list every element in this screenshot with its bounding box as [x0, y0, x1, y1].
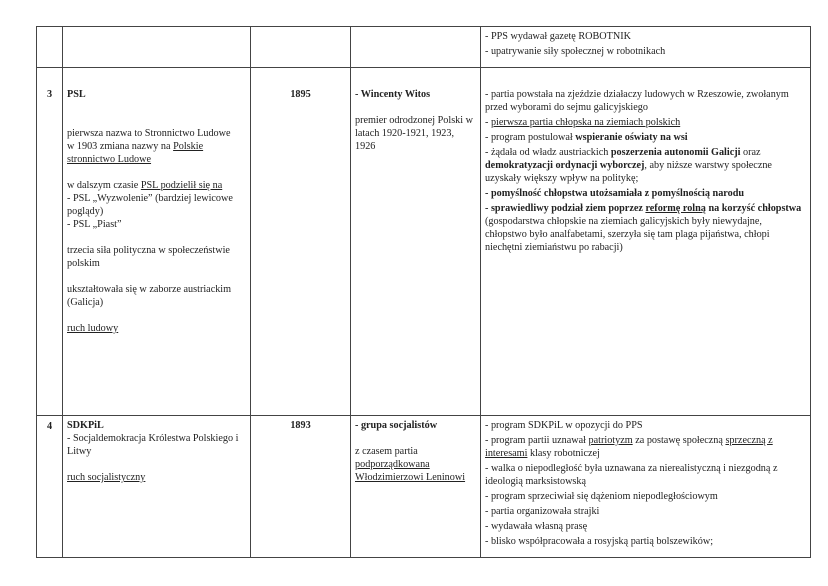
- party-desc: trzecia siła polityczna w społeczeństwie polskim: [67, 245, 230, 269]
- point: - walka o niepodległość była uznawana za nierealistyczną i niezgodną z ideologią marksistowską: [485, 463, 778, 487]
- party-movement: ruch socjalistyczny: [67, 472, 146, 483]
- leader-cell: [351, 27, 481, 68]
- num-cell: [37, 27, 63, 68]
- leader-cell: [351, 416, 481, 558]
- table-row: [37, 27, 811, 68]
- party-cell: [63, 416, 251, 558]
- point: - żądała od władz austriackich poszerzenia autonomii Galicji oraz demokratyzacji ordynacji wyborczej, aby niższe warstwy społeczne uzyskały większy wpływ na politykę;: [485, 147, 772, 184]
- party-desc: - PSL „Piast”: [67, 219, 122, 230]
- leader-desc: premier odrodzonej Polski w latach 1920-1921, 1923, 1926: [355, 115, 473, 152]
- point: - partia powstała na zjeździe działaczy ludowych w Rzeszowie, zwołanym przed wyborami do sejmu galicyjskiego: [485, 89, 789, 113]
- points-cell: [481, 68, 811, 416]
- founding-year: 1895: [251, 68, 351, 416]
- name-cell: [63, 27, 251, 68]
- points-cell: [481, 27, 811, 68]
- point: - upatrywanie siły społecznej w robotnikach: [485, 46, 666, 57]
- party-name: SDKPiL: [67, 420, 104, 431]
- point: - PPS wydawał gazetę ROBOTNIK: [485, 31, 631, 42]
- points-cell: [481, 416, 811, 558]
- party-cell: [63, 68, 251, 416]
- point: - sprawiedliwy podział ziem poprzez reformę rolną na korzyść chłopstwa (gospodarstwa chłopskie na ziemiach galicyjskich były niewydajne, chłopstwo było analfabetami, szerzyła się tam plaga pijaństwa, chłopi niechętni ziemiaństwu po rabacji): [485, 203, 802, 253]
- table-row: [37, 68, 811, 416]
- point: - blisko współpracowała a rosyjską partią bolszewików;: [485, 536, 714, 547]
- table-row: [37, 416, 811, 558]
- party-desc: w 1903 zmiana nazwy na Polskie stronnictwo Ludowe: [67, 141, 204, 165]
- point: - pierwsza partia chłopska na ziemiach polskich: [485, 117, 681, 128]
- party-name: PSL: [67, 89, 86, 100]
- leader-cell: [351, 68, 481, 416]
- leader-desc: z czasem partia podporządkowana Włodzimierzowi Leninowi: [355, 446, 466, 483]
- party-desc: - Socjaldemokracja Królestwa Polskiego i Litwy: [67, 433, 239, 457]
- point: - program partii uznawał patriotyzm za postawę społeczną sprzeczną z interesami klasy robotniczej: [485, 435, 773, 459]
- point: - program SDKPiL w opozycji do PPS: [485, 420, 643, 431]
- point: - program sprzeciwiał się dążeniom niepodległościowym: [485, 491, 718, 502]
- point: - partia organizowała strajki: [485, 506, 600, 517]
- party-desc: ukształtowała się w zaborze austriackim (Galicja): [67, 284, 232, 308]
- row-number: 4: [37, 416, 63, 558]
- point: - wydawała własną prasę: [485, 521, 588, 532]
- row-number: 3: [37, 68, 63, 416]
- party-desc: - PSL „Wyzwolenie” (bardziej lewicowe poglądy): [67, 193, 233, 217]
- party-desc: pierwsza nazwa to Stronnictwo Ludowe: [67, 128, 231, 139]
- party-movement: ruch ludowy: [67, 323, 119, 334]
- point: - pomyślność chłopstwa utożsamiała z pomyślnością narodu: [485, 188, 745, 199]
- year-cell: [251, 27, 351, 68]
- history-parties-table: [36, 26, 811, 558]
- point: - program postulował wspieranie oświaty na wsi: [485, 132, 688, 143]
- leader-name: - Wincenty Witos: [355, 89, 431, 100]
- founding-year: 1893: [251, 416, 351, 558]
- leader-name: - grupa socjalistów: [355, 420, 438, 431]
- party-desc: w dalszym czasie PSL podzielił się na: [67, 180, 223, 191]
